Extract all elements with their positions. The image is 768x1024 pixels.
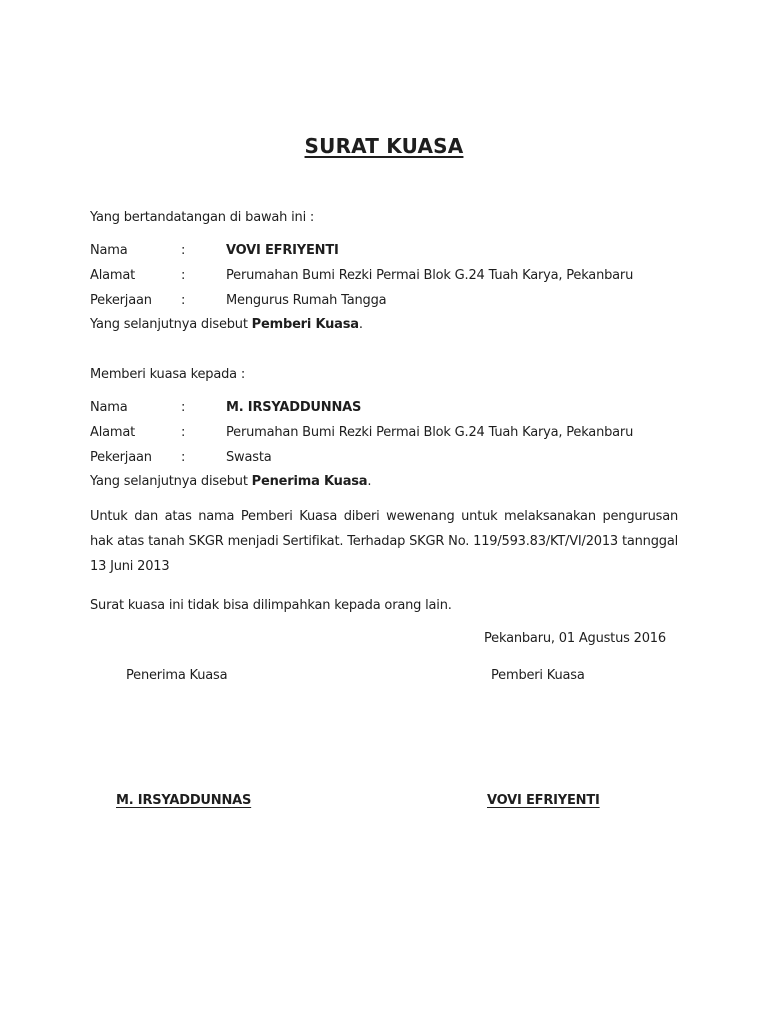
signature-left-role: Penerima Kuasa xyxy=(126,668,228,683)
purpose-paragraph: Untuk dan atas nama Pemberi Kuasa diberi wewenang untuk melaksanakan pengurusan hak atas tanah SKGR menjadi Sertifikat. Terhadap SKGR No. 119/593.83/KT/VI/2013 tannggal 13 Juni 2013 xyxy=(90,509,678,574)
signature-right-name: VOVI EFRIYENTI xyxy=(487,793,600,808)
grantee-name-colon: : xyxy=(181,400,186,415)
signature-left-name: M. IRSYADDUNNAS xyxy=(116,793,252,808)
grantee-address: Perumahan Bumi Rezki Permai Blok G.24 Tuah Karya, Pekanbaru xyxy=(226,425,634,440)
grantee-intro: Memberi kuasa kepada : xyxy=(90,367,246,382)
note-text: Surat kuasa ini tidak bisa dilimpahkan kepada orang lain. xyxy=(90,598,452,613)
grantee-job-colon: : xyxy=(181,450,186,465)
grantor-address-label: Alamat xyxy=(90,268,135,283)
grantee-job: Swasta xyxy=(226,450,272,465)
place-date: Pekanbaru, 01 Agustus 2016 xyxy=(484,631,666,646)
grantor-role: Pemberi Kuasa xyxy=(251,317,359,332)
grantor-job-colon: : xyxy=(181,293,186,308)
grantor-address-colon: : xyxy=(181,268,186,283)
grantee-job-label: Pekerjaan xyxy=(90,450,152,465)
grantee-address-label: Alamat xyxy=(90,425,135,440)
grantor-name-colon: : xyxy=(181,243,186,258)
grantee-role: Penerima Kuasa xyxy=(251,474,368,489)
grantor-name: VOVI EFRIYENTI xyxy=(226,243,339,258)
signature-right-role: Pemberi Kuasa xyxy=(491,668,585,683)
grantee-name: M. IRSYADDUNNAS xyxy=(226,400,362,415)
grantee-referred: Yang selanjutnya disebut Penerima Kuasa. xyxy=(90,474,372,489)
grantor-name-label: Nama xyxy=(90,243,128,258)
document-title: SURAT KUASA xyxy=(304,134,464,158)
intro-text: Yang bertandatangan di bawah ini : xyxy=(90,210,315,225)
grantee-name-label: Nama xyxy=(90,400,128,415)
grantor-referred: Yang selanjutnya disebut Pemberi Kuasa. xyxy=(90,317,363,332)
grantee-address-colon: : xyxy=(181,425,186,440)
grantor-address: Perumahan Bumi Rezki Permai Blok G.24 Tuah Karya, Pekanbaru xyxy=(226,268,634,283)
grantor-job: Mengurus Rumah Tangga xyxy=(226,293,387,308)
grantor-job-label: Pekerjaan xyxy=(90,293,152,308)
